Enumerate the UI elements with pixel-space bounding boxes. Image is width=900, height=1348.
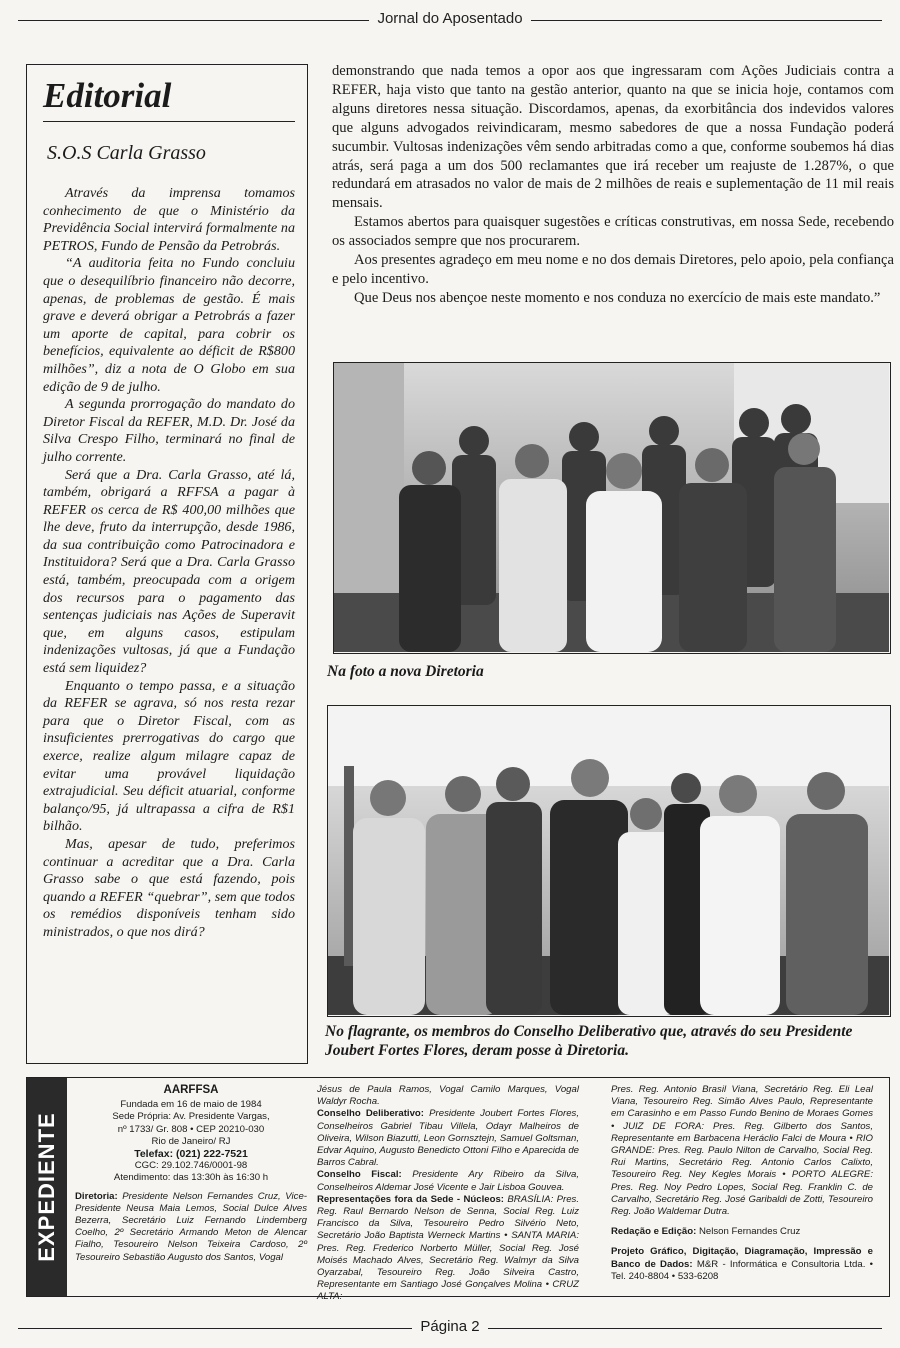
col3-lead: Pres. Reg. Antonio Brasil Viana, Secretário Reg. Eli Leal Viana, Tesoureiro Reg. Simão Alves Paulo, Representante em Carasinho e em Passo Fundo Benino de Moraes Gomes • JUIZ DE FORA: Pres. Reg. Gilberto dos Santos, Representante em Barbacena Heráclio Falci de Moura • RIO GRANDE: Pres. Reg. Paulo Nilton de Carvalho, Social Reg. Rui Martins, Secretário Reg. Antonio Carlos Calixto, Tesoureiro Reg. Ney Kegles Morais • PORTO ALEGRE: Pres. Reg. Noy Pedro Lopes, Social Reg. Franklin C. de Carvalho, Secretário Reg. José Garibaldi de Zotti, Tesoureiro Reg. João Waldemar Dutra. <box>611 1084 873 1218</box>
redacao-label: Redação e Edição: <box>611 1226 697 1238</box>
projeto <box>611 1246 873 1283</box>
editorial-paragraph: “A auditoria feita no Fundo concluiu que o desequilíbrio financeiro não decorre, apenas, de problemas de gestão. É mais grave e deverá obrigar a Petrobrás a fazer um aporte de capital, para cobrir os benefícios, equivalente ao déficit de R$800 milhões”, diz a nota de O Globo em sua edição de 9 de julho. <box>43 255 295 395</box>
projeto-label: Projeto Gráfico, Digitação, Diagramação, Impressão e Banco de Dados: <box>611 1246 873 1270</box>
continuation-paragraph: Aos presentes agradeço em meu nome e no dos demais Diretores, pelo apoio, pela confiança e pelo incentivo. <box>332 252 894 287</box>
conselho-deliberativo <box>317 1108 579 1169</box>
founded: Fundada em 16 de maio de 1984 <box>120 1099 262 1111</box>
diretoria-block <box>75 1191 307 1264</box>
continuation-text <box>332 62 894 308</box>
phone: Telefax: (021) 222-7521 <box>134 1148 248 1161</box>
reps-text: BRASÍLIA: Pres. Reg. Raul Bernardo Nelson de Senna, Social Reg. Luiz Francisco da Silva, Tesoureiro Pedro Silvério Neto, Secretário João Baptista Werneck Martins • SANTA MARIA: Pres. Reg. Frederico Norberto Müller, Social Reg. José Moisés Machado Alves, Secretário Reg. Walmyr da Silva Oyarzabal, Tesoureiro Reg. João Silveira Castro, Representante em Santiago José Gonçalves Molina • CRUZ ALTA: <box>317 1193 580 1303</box>
reps-label: Representações fora da Sede - Núcleos: <box>317 1193 504 1205</box>
conselho-photo <box>327 705 891 1017</box>
editorial-paragraph: Mas, apesar de tudo, preferimos continuar a acreditar que a Dra. Carla Grasso sabe o que está fazendo, pois quando a REFER “quebrar”, sem que todos os remédios disponíveis tenham sido ministrados, o que nos dirá? <box>43 835 295 940</box>
editorial-paragraph: Através da imprensa tomamos conhecimento de que o Ministério da Previdência Social intervirá formalmente na PETROS, Fundo de Pensão da Petrobrás. <box>43 185 295 254</box>
address-line: nº 1733/ Gr. 808 • CEP 20210-030 <box>117 1123 265 1135</box>
diretoria-label: Diretoria: <box>75 1190 118 1202</box>
cgc: CGC: 29.102.746/0001-98 <box>134 1160 248 1172</box>
conselho-fis-label: Conselho Fiscal: <box>317 1169 402 1181</box>
representacoes <box>317 1194 579 1304</box>
editorial-paragraph: Enquanto o tempo passa, e a situação da REFER se agrava, só nos resta rezar para que o Diretor Fiscal, com as insuficientes prerrogativas do cargo que exerce, realize algum milagre capaz de evitar uma provável liquidação extrajudicial. Seu déficit atuarial, conforme balanço/95, já ultrapassa a cifra de R$1 bilhão. <box>43 677 295 835</box>
continuation-paragraph: Estamos abertos para quaisquer sugestões e críticas construtivas, em nossa Sede, recebendo os associados sempre que nos procurarem. <box>332 214 894 250</box>
editorial-column <box>26 64 308 1064</box>
expediente-box <box>26 1077 890 1303</box>
hours: Atendimento: das 13:30h às 16:30 h <box>113 1172 269 1184</box>
page-number: Página 2 <box>0 1318 900 1335</box>
expediente-band <box>27 1078 67 1296</box>
redacao <box>611 1226 873 1238</box>
editorial-paragraph: A segunda prorrogação do mandato do Diretor Fiscal da REFER, M.D. Dr. José da Silva Crespo Filho, terminará no final de julho corrente. <box>43 396 295 465</box>
col2-lead: Jésus de Paula Ramos, Vogal Camilo Marques, Vogal Waldyr Rocha. <box>317 1084 579 1108</box>
expediente-col-1 <box>75 1084 307 1264</box>
editorial-paragraph: Será que a Dra. Carla Grasso, até lá, também, obrigará a RFFSA a pagar à REFER os cerca de R$ 400,00 milhões que lhe deve, fruto da interrupção, desde 1986, da sua contribuição como Patrocinadora e Instituidora? Será que a Dra. Carla Grasso está, também, preocupada com a origem dos recursos para o pagamento das sentenças judiciais nas Ações de Superavit que, em alguns casos, estipulam indenizações vultosas, já que a Fundação está sem liquidez? <box>43 466 295 677</box>
projeto-text: M&R - Informática e Consultoria Ltda. • Tel. 240-8804 • 533-6208 <box>611 1258 873 1282</box>
expediente-label: EXPEDIENTE <box>34 1112 59 1262</box>
continuation-paragraph: Que Deus nos abençoe neste momento e nos conduza no exercício de mais este mandato.” <box>354 289 881 306</box>
editorial-body <box>43 185 295 942</box>
conselho-del-label: Conselho Deliberativo: <box>317 1108 424 1120</box>
continuation-paragraph: demonstrando que nada temos a opor aos que ingressaram com Ações Judiciais contra a REFER, haja visto que tanto na gestão anterior, quanto na que se inicia hoje, contamos com alguns diretores nessa situação. Discordamos, apenas, da exorbitância dos indevidos valores que alguns advogados reivindicaram, mesmo sabedores de que a nossa Fundação poderá sucumbir. Vultosas indenizações vêm sendo arbitradas como a que, conforme soubemos há dias atrás, será paga a um dos 500 reclamantes que irá receber um reajuste de 1.287%, o que redundará em atrasados no valor de mais de 2 milhões de reais e suplementação de 11 mil reais mensais. <box>332 63 894 212</box>
editorial-rule <box>43 121 295 122</box>
conselho-fiscal <box>317 1169 579 1193</box>
running-header: Jornal do Aposentado <box>0 10 900 27</box>
editorial-headline: S.O.S Carla Grasso <box>47 142 206 164</box>
group-photo-illustration <box>334 363 889 652</box>
org-name: AARFFSA <box>163 1084 219 1096</box>
conselho-del-text: Presidente Joubert Fortes Flores, Conselheiros Gabriel Tibau Villela, Odayr Malheiros de Oliveira, Wilson Biazutti, Leon Gornsztejn, Samuel Goltsman, Edvar Aquino, Augusto Benedicto Ottoni Filho e Aparecida de Barros Cabral. <box>317 1108 580 1169</box>
expediente-col-2 <box>317 1084 579 1304</box>
address-line: Rio de Janeiro/ RJ <box>151 1135 231 1147</box>
redacao-text: Nelson Fernandes Cruz <box>698 1226 801 1238</box>
diretoria-photo <box>333 362 891 654</box>
section-title: Editorial <box>43 76 172 115</box>
expediente-col-3 <box>611 1084 873 1283</box>
photo2-caption: No flagrante, os membros do Conselho Deliberativo que, através do seu Presidente Joubert Fortes Flores, deram posse à Diretoria. <box>325 1023 853 1059</box>
diretoria-text: Presidente Nelson Fernandes Cruz, Vice-Presidente Neusa Maia Lemos, Social Dulce Alves Bezerra, Secretário Luiz Fernando Lindemberg Coelho, 2º Secretário Armando Meton de Alencar Fialho, Tesoureiro Nelson Teixeira Cardoso, 2º Tesoureiro Sebastião Augusto dos Santos, Vogal <box>75 1190 307 1263</box>
group-photo-illustration <box>328 706 889 1015</box>
address-line: Sede Própria: Av. Presidente Vargas, <box>112 1111 270 1123</box>
conselho-fis-text: Presidente Ary Ribeiro da Silva, Conselheiros Aldemar José Vicente e Jair Lisboa Gouvea. <box>317 1169 579 1193</box>
photo1-caption: Na foto a nova Diretoria <box>327 663 484 680</box>
